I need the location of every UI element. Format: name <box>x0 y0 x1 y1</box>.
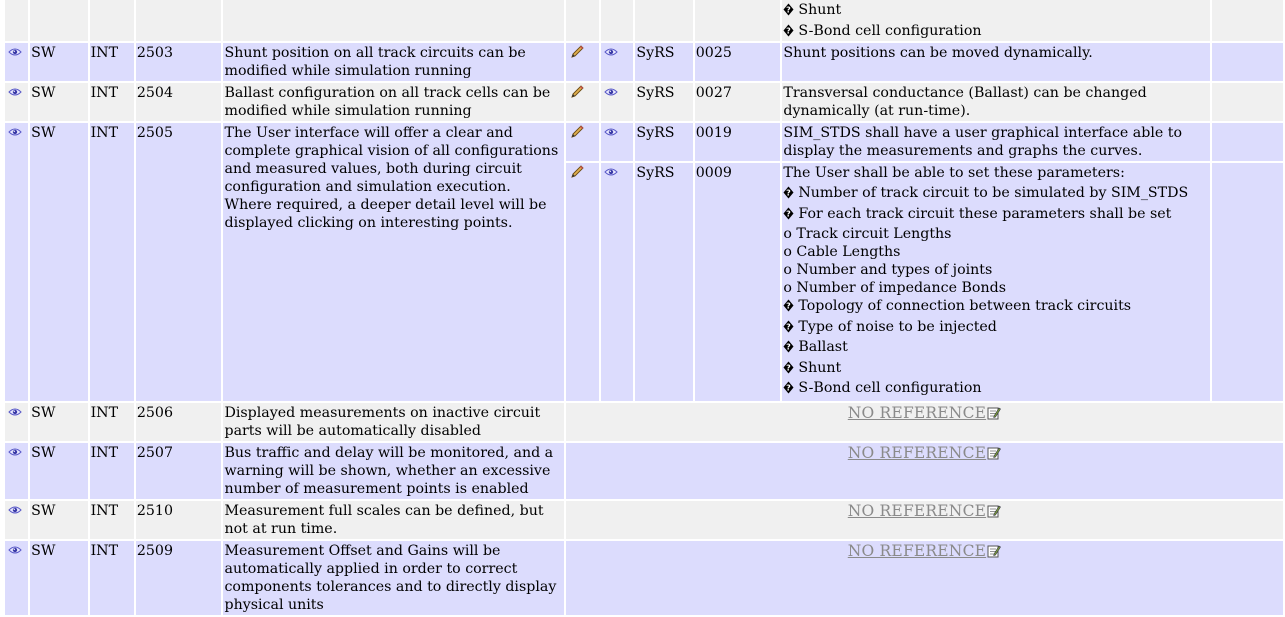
eye-icon[interactable] <box>8 447 22 457</box>
view-cell <box>5 403 28 441</box>
bullet-line: Shunt <box>783 359 1209 377</box>
eye-icon[interactable] <box>8 407 22 417</box>
eye-icon[interactable] <box>604 167 618 177</box>
edit-note-icon[interactable] <box>987 544 1001 558</box>
req-category: INT <box>90 83 134 121</box>
eye-icon[interactable] <box>8 127 22 137</box>
edit-ref-cell <box>566 123 599 161</box>
bullet-mark-icon <box>783 340 794 353</box>
ref-description <box>782 0 1210 41</box>
req-text: Measurement full scales can be defined, but not at run time. <box>223 501 563 539</box>
req-id: 2509 <box>136 541 222 615</box>
table-row <box>5 0 1283 41</box>
req-type: SW <box>30 43 87 81</box>
req-text: Bus traffic and delay will be monitored, and a warning will be shown, whether an excessive number of measurement points is enabled <box>223 443 563 499</box>
view-ref-cell <box>601 163 633 401</box>
ref-source: SyRS <box>635 43 692 81</box>
req-category: INT <box>90 123 134 401</box>
edit-note-icon[interactable] <box>987 406 1001 420</box>
ref-number: 0025 <box>695 43 781 81</box>
req-category: INT <box>90 541 134 615</box>
bullet-mark-icon <box>783 24 794 37</box>
view-cell <box>5 541 28 615</box>
ref-number: 0019 <box>695 123 781 161</box>
req-category: INT <box>90 43 134 81</box>
view-ref-cell <box>601 123 633 161</box>
eye-icon[interactable] <box>8 545 22 555</box>
edit-ref-cell <box>566 43 599 81</box>
req-type: SW <box>30 83 87 121</box>
no-reference-cell <box>566 403 1283 441</box>
ref-description: Shunt positions can be moved dynamically. <box>782 43 1210 81</box>
no-reference-cell <box>566 501 1283 539</box>
sub-bullet-line: o Number of impedance Bonds <box>783 280 1006 296</box>
req-id: 2506 <box>136 403 222 441</box>
bullet-mark-icon <box>783 3 794 16</box>
bullet-mark-icon <box>783 320 794 333</box>
ref-number: 0009 <box>695 163 781 401</box>
eye-icon[interactable] <box>604 127 618 137</box>
edit-note-icon[interactable] <box>987 446 1001 460</box>
pencil-icon[interactable] <box>569 44 585 60</box>
no-reference-cell <box>566 443 1283 499</box>
req-id: 2510 <box>136 501 222 539</box>
req-type: SW <box>30 501 87 539</box>
bullet-line: For each track circuit these parameters shall be set <box>783 205 1209 223</box>
req-type: SW <box>30 443 87 499</box>
table-row <box>5 43 1283 81</box>
req-category: INT <box>90 501 134 539</box>
view-ref-cell <box>601 43 633 81</box>
view-cell <box>5 43 28 81</box>
eye-icon[interactable] <box>8 47 22 57</box>
pencil-icon[interactable] <box>569 84 585 100</box>
req-category: INT <box>90 443 134 499</box>
no-reference-link[interactable]: NO REFERENCE <box>848 404 1001 422</box>
pencil-icon[interactable] <box>569 124 585 140</box>
ref-description: Transversal conductance (Ballast) can be changed dynamically (at run-time). <box>782 83 1210 121</box>
bullet-line: S-Bond cell configuration <box>783 22 1209 40</box>
bullet-line: Ballast <box>783 338 1209 356</box>
requirements-table <box>3 0 1285 617</box>
table-row <box>5 123 1283 161</box>
pencil-icon[interactable] <box>569 164 585 180</box>
req-text: Ballast configuration on all track cells can be modified while simulation running <box>223 83 563 121</box>
eye-icon[interactable] <box>604 87 618 97</box>
view-ref-cell <box>601 83 633 121</box>
bullet-mark-icon <box>783 381 794 394</box>
req-id: 2507 <box>136 443 222 499</box>
ref-source: SyRS <box>635 163 692 401</box>
table-row <box>5 83 1283 121</box>
eye-icon[interactable] <box>604 47 618 57</box>
req-id: 2504 <box>136 83 222 121</box>
sub-bullet-line: o Cable Lengths <box>783 244 901 260</box>
req-text: Displayed measurements on inactive circuit parts will be automatically disabled <box>223 403 563 441</box>
ref-description: The User shall be able to set these parameters: Number of track circuit to be simulated by SIM_STDS For each track circuit these parameters shall be set o Track circuit Lengths o Cable Lengths o Number and types of joints o Number of impedance Bonds Topology of connection between track circuits Type of noise to be injected Ballast Shunt S-Bond cell configuration <box>782 163 1210 401</box>
bullet-mark-icon <box>783 361 794 374</box>
bullet-line: Topology of connection between track circuits <box>783 297 1209 315</box>
view-cell <box>5 501 28 539</box>
edit-ref-cell <box>566 163 599 401</box>
table-row <box>5 443 1283 499</box>
ref-description: SIM_STDS shall have a user graphical interface able to display the measurements and graphs the curves. <box>782 123 1210 161</box>
sub-bullet-line: o Track circuit Lengths <box>783 226 952 242</box>
eye-icon[interactable] <box>8 505 22 515</box>
ref-number: 0027 <box>695 83 781 121</box>
view-cell <box>5 83 28 121</box>
no-reference-link[interactable]: NO REFERENCE <box>848 502 1001 520</box>
bullet-line: S-Bond cell configuration <box>783 379 1209 397</box>
bullet-mark-icon <box>783 207 794 220</box>
req-id: 2503 <box>136 43 222 81</box>
no-reference-link[interactable]: NO REFERENCE <box>848 444 1001 462</box>
req-category: INT <box>90 403 134 441</box>
table-row <box>5 501 1283 539</box>
req-text: Shunt position on all track circuits can be modified while simulation running <box>223 43 563 81</box>
no-reference-cell <box>566 541 1283 615</box>
req-type: SW <box>30 403 87 441</box>
req-text: The User interface will offer a clear and complete graphical vision of all configurations and measured values, both during circuit configuration and simulation execution. Where required, a deeper detail level will be displayed clicking on interesting points. <box>223 123 563 401</box>
table-row <box>5 541 1283 615</box>
sub-bullet-line: o Number and types of joints <box>783 262 993 278</box>
req-type: SW <box>30 541 87 615</box>
bullet-mark-icon <box>783 299 794 312</box>
table-row <box>5 403 1283 441</box>
eye-icon[interactable] <box>8 87 22 97</box>
req-type: SW <box>30 123 87 401</box>
bullet-line: Shunt <box>783 1 1209 19</box>
view-cell <box>5 123 28 401</box>
no-reference-link[interactable]: NO REFERENCE <box>848 542 1001 560</box>
bullet-line: Number of track circuit to be simulated by SIM_STDS <box>783 184 1209 202</box>
bullet-mark-icon <box>783 186 794 199</box>
req-id: 2505 <box>136 123 222 401</box>
edit-ref-cell <box>566 83 599 121</box>
bullet-line: Type of noise to be injected <box>783 318 1209 336</box>
view-cell <box>5 443 28 499</box>
ref-source: SyRS <box>635 123 692 161</box>
edit-note-icon[interactable] <box>987 504 1001 518</box>
ref-source: SyRS <box>635 83 692 121</box>
req-text: Measurement Offset and Gains will be automatically applied in order to correct components tolerances and to directly display physical units <box>223 541 563 615</box>
